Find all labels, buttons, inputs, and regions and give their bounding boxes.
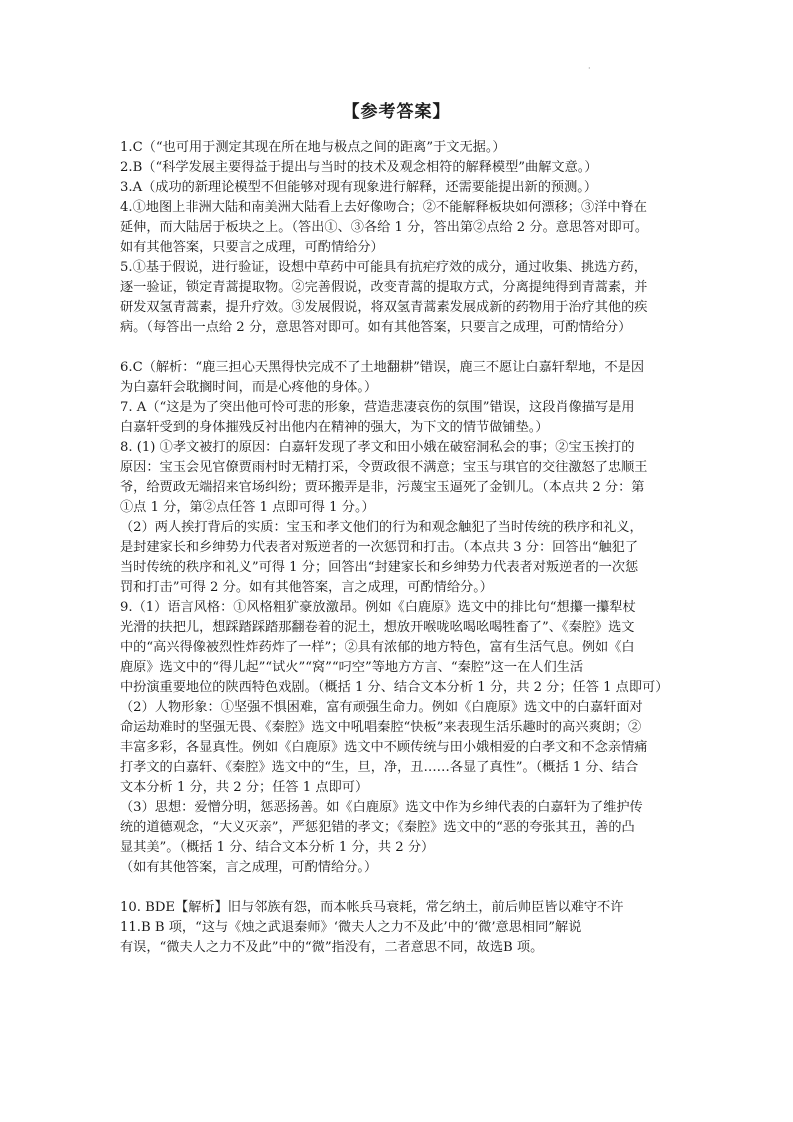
answer-line: 4.①地图上非洲大陆和南美洲大陆看上去好像吻合；②不能解释板块如何漂移；③洋中脊在 (120, 200, 647, 215)
answer-line: 6.C（解析：“鹿三担心天黑得快完成不了土地翻耕”错误，鹿三不愿让白嘉轩犁地，不是因 (120, 360, 645, 375)
answer-q11 (120, 918, 678, 958)
answer-q4 (120, 198, 678, 258)
answer-line: 是封建家长和乡绅势力代表者对叛逆者的一次惩罚和打击。（本点共 3 分：回答出“触犯了 (120, 540, 639, 555)
answer-line: 白嘉轩受到的身体摧残反衬出他内在精神的强大，为下文的情节做铺垫。） (120, 420, 549, 435)
answer-q2 (120, 158, 678, 178)
answer-line: 有误，“微夫人之力不及此”中的“微”指没有，二者意思不同，故选B 项。 (120, 940, 544, 955)
answer-line: 如有其他答案，只要言之成理，可酌情给分） (120, 240, 384, 255)
answer-line: 11.B B 项，“这与《烛之武退秦师》‘微夫人之力不及此’中的‘微’意思相同”解说 (120, 920, 582, 935)
answer-q6 (120, 358, 678, 398)
answer-line: 为白嘉轩会耽搁时间，而是心疼他的身体。） (120, 380, 378, 395)
answer-line: 统的道德观念，“大义灭亲”，严惩犯错的孝文；《秦腔》选文中的“恶的夸张其丑，善的凸 (120, 820, 635, 835)
answer-line: 鹿原》选文中的“得儿起”“试火”“窝”“叼空”等地方方言、“秦腔”这一在人们生活 (120, 660, 584, 675)
answer-line: 3.A（成功的新理论模型不但能够对现有现象进行解释，还需要能提出新的预测。） (120, 180, 598, 195)
answer-q10 (120, 898, 678, 918)
answer-line: 丰富多彩，各显真性。例如《白鹿原》选文中不顾传统与田小娥相爱的白孝文和不念亲情痛 (120, 740, 648, 755)
answer-q1 (120, 138, 678, 158)
answer-line: ①点 1 分，第②点任答 1 点即可得 1 分。） (120, 500, 375, 515)
answer-line: （2）两人挨打背后的实质：宝玉和孝文他们的行为和观念触犯了当时传统的秩序和礼义， (120, 520, 643, 535)
answer-line: 罚和打击”可得 2 分。如有其他答案，言之成理，可酌情给分。） (120, 580, 493, 595)
answer-line: 5.①基于假说，进行验证，设想中草药中可能具有抗疟疗效的成分，通过收集、挑选方药， (120, 260, 647, 275)
answer-line: 当时传统的秩序和礼义”可得 1 分；回答出“封建家长和乡绅势力代表者对叛逆者的一次惩 (120, 560, 639, 575)
corner-mark: · (588, 64, 591, 73)
answer-line: 原因：宝玉会见官僚贾雨村时无精打采，令贾政很不满意；宝玉与琪官的交往激怒了忠顺王 (120, 460, 648, 475)
answer-q9 (120, 598, 678, 878)
answer-line: 显其美”。（概括 1 分、结合文本分析 1 分，共 2 分） (120, 840, 435, 855)
answer-line: 逐一验证，锁定青蒿提取物。②完善假说，改变青蒿的提取方式，分离提纯得到青蒿素，并 (120, 280, 648, 295)
answer-line: 光滑的扶把儿，想踩踏踩踏那翻卷着的泥土，想放开喉咙吆喝吆喝牲畜了”、《秦腔》选文 (120, 620, 635, 635)
answer-q7 (120, 398, 678, 438)
answer-line: 延伸，而大陆居于板块之上。（答出①、③各给 1 分，答出第②点给 2 分。意思答对即可。 (120, 220, 649, 235)
answer-line: 研发双氢青蒿素，提升疗效。③发展假说，将双氢青蒿素发展成新的药物用于治疗其他的疾 (120, 300, 648, 315)
page-title: 【参考答案】 (342, 102, 451, 122)
answer-line: 7. A（“这是为了突出他可怜可悲的形象，营造悲凄哀伤的氛围”错误，这段肖像描写是用 (120, 400, 635, 415)
answer-line: 病。（每答出一点给 2 分，意思答对即可。如有其他答案，只要言之成理，可酌情给分） (120, 320, 632, 335)
section-gap (120, 338, 678, 358)
answer-line: 打孝文的白嘉轩、《秦腔》选文中的“生，旦，净，丑……各显了真性”。（概括 1 分、结合 (120, 760, 639, 775)
answer-q5 (120, 258, 678, 338)
answer-line: 文本分析 1 分，共 2 分；任答 1 点即可） (120, 780, 369, 795)
answer-q3 (120, 178, 678, 198)
answer-list (120, 138, 678, 958)
answer-line: （3）思想：爱憎分明，惩恶扬善。如《白鹿原》选文中作为乡绅代表的白嘉轩为了维护传 (120, 800, 643, 815)
answer-line: 9.（1）语言风格：①风格粗犷豪放激昂。例如《白鹿原》选文中的排比句“想攥一攥犁杖 (120, 600, 636, 615)
answer-line: （如有其他答案，言之成理，可酌情给分。） (120, 860, 378, 875)
answer-line: 2.B（“科学发展主要得益于提出与当时的技术及观念相符的解释模型”曲解文意。） (120, 160, 598, 175)
answer-line: （2）人物形象：①坚强不惧困难，富有顽强生命力。例如《白鹿原》选文中的白嘉轩面对 (120, 700, 643, 715)
answer-line: 中的“高兴得像被烈性炸药炸了一样”；②具有浓郁的地方特色，富有生活气息。例如《白 (120, 640, 635, 655)
answer-line: 中扮演重要地位的陕西特色戏剧。（概括 1 分、结合文本分析 1 分，共 2 分；任答 1 点即可） (120, 680, 669, 695)
answer-line: 8. (1) ①孝文被打的原因：白嘉轩发现了孝文和田小娥在破窑洞私会的事；②宝玉挨打的 (120, 440, 635, 455)
answer-line: 命运劫难时的坚强无畏、《秦腔》选文中吼唱秦腔“快板”来表现生活乐趣时的高兴爽朗；② (120, 720, 642, 735)
answer-line: 1.C（“也可用于测定其现在所在地与极点之间的距离”于文无据。） (120, 140, 506, 155)
section-gap (120, 878, 678, 898)
answer-q8 (120, 438, 678, 598)
answer-line: 10. BDE【解析】旧与邻族有怨，而本帐兵马衰耗，常乞纳土，前后帅臣皆以难守不许 (120, 900, 624, 915)
answer-line: 爷，给贾政无端招来官场纠纷；贾环搬弄是非，污蔑宝玉逼死了金钏儿。（本点共 2 分：第 (120, 480, 645, 495)
